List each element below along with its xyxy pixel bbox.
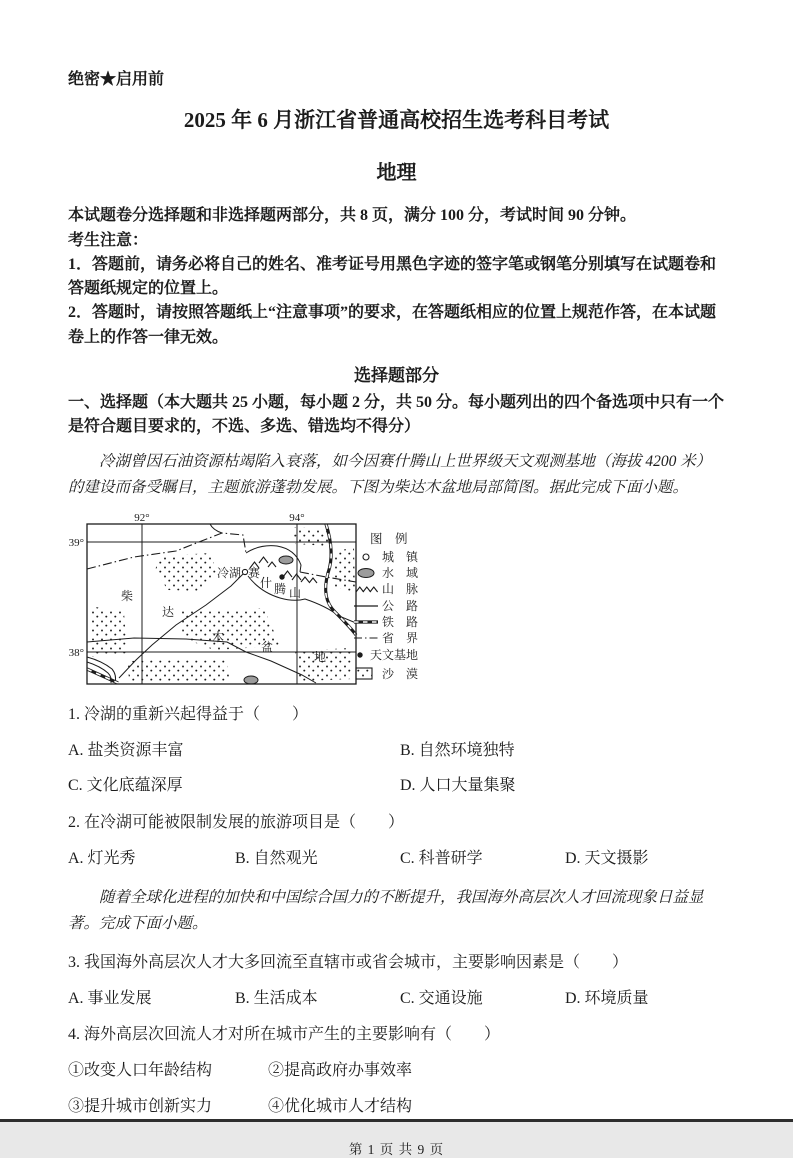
town-symbol-lenghu bbox=[242, 569, 247, 574]
legend-desert-label: 沙 漠 bbox=[382, 666, 419, 681]
legend-mountain-icon bbox=[356, 587, 378, 592]
legend-mountain-label: 山 脉 bbox=[382, 581, 419, 596]
legend-railway-label: 铁 路 bbox=[382, 614, 419, 629]
option-2b: B. 自然观光 bbox=[235, 849, 318, 867]
option-2c: C. 科普研学 bbox=[400, 849, 483, 867]
astro-base-symbol bbox=[279, 574, 284, 579]
notice-1: 1．答题前，请务必将自己的姓名、准考证号用黑色字迹的签字笔或钢笔分别填写在试题卷和答题纸规定的位置上。 bbox=[68, 255, 717, 298]
question-3-options-row bbox=[68, 989, 725, 1010]
legend-title: 图 例 bbox=[370, 531, 408, 546]
item-4-4: ④优化城市人才结构 bbox=[268, 1097, 413, 1115]
question-4-items-row-1 bbox=[68, 1061, 725, 1082]
lake-near-mountain bbox=[279, 556, 293, 564]
question-1-options-row-1 bbox=[68, 741, 725, 762]
lake-bottom bbox=[244, 676, 258, 684]
option-1b: B. 自然环境独特 bbox=[400, 741, 515, 759]
mountain-label-sai: 赛 bbox=[248, 565, 261, 580]
basin-label-di: 地 bbox=[314, 649, 327, 664]
passage-lenghu: 冷湖曾因石油资源枯竭陷入衰落，如今因赛什腾山上世界级天文观测基地（海拔 4200 米）的建设而备受瞩目，主题旅游蓬勃发展。下图为柴达木盆地局部简图。据此完成下面小题。 bbox=[68, 452, 712, 496]
exam-intro: 本试题卷分选择题和非选择题两部分，共 8 页，满分 100 分，考试时间 90 分钟。 bbox=[68, 207, 637, 225]
legend-road-label: 公 路 bbox=[382, 598, 419, 613]
legend-astro-base-icon bbox=[357, 652, 362, 657]
basin-label-mu: 木 bbox=[212, 629, 225, 644]
option-1c: C. 文化底蕴深厚 bbox=[68, 777, 183, 795]
notice-2: 2．答题时，请按照答题纸上“注意事项”的要求，在答题纸相应的位置上规范作答，在本试题卷上的作答一律无效。 bbox=[68, 304, 717, 346]
item-4-2: ②提高政府办事效率 bbox=[268, 1062, 413, 1080]
item-4-1: ①改变人口年龄结构 bbox=[68, 1062, 213, 1080]
question-2-options-row bbox=[68, 849, 725, 870]
mountain-label-shi: 什 bbox=[260, 575, 273, 590]
page-number: 第 1 页 共 9 页 bbox=[348, 1141, 445, 1157]
legend-border-label: 省 界 bbox=[382, 630, 419, 645]
legend-desert-icon bbox=[356, 668, 372, 679]
option-2a: A. 灯光秀 bbox=[68, 849, 136, 867]
lon-92-label: 92° bbox=[134, 511, 150, 524]
option-1d: D. 人口大量集聚 bbox=[400, 777, 516, 795]
question-1-stem: 1. 冷湖的重新兴起得益于（ ） bbox=[68, 705, 309, 723]
exam-instructions bbox=[68, 204, 725, 350]
town-label-lenghu: 冷湖 bbox=[216, 565, 241, 580]
question-1-options-row-2 bbox=[68, 776, 725, 797]
question-4-stem: 4. 海外高层次回流人才对所在城市产生的主要影响有（ ） bbox=[68, 1026, 501, 1044]
option-2d: D. 天文摄影 bbox=[565, 849, 649, 867]
legend-town-label: 城 镇 bbox=[382, 549, 419, 564]
lat-38-label: 38° bbox=[68, 646, 84, 659]
map-svg bbox=[64, 511, 489, 689]
subject-title: 地理 bbox=[376, 162, 417, 185]
section-part-title: 选择题部分 bbox=[354, 366, 439, 386]
legend-astro-base-label: 天文基地 bbox=[370, 647, 419, 662]
basin-label-chai: 柴 bbox=[121, 588, 134, 603]
passage-talent-return: 随着全球化进程的加快和中国综合国力的不断提升，我国海外高层次人才回流现象日益显著。完成下面小题。 bbox=[68, 888, 704, 932]
option-3c: C. 交通设施 bbox=[400, 989, 483, 1007]
legend-town-icon bbox=[363, 554, 369, 560]
lon-94-label: 94° bbox=[289, 511, 305, 524]
basin-label-pen: 盆 bbox=[261, 639, 274, 654]
question-2-stem: 2. 在冷湖可能被限制发展的旅游项目是（ ） bbox=[68, 814, 405, 832]
option-3b: B. 生活成本 bbox=[235, 989, 318, 1007]
qaidam-basin-map bbox=[64, 511, 489, 689]
question-4-items-row-2 bbox=[68, 1097, 725, 1118]
legend-water-label: 水 域 bbox=[382, 565, 419, 580]
option-3d: D. 环境质量 bbox=[565, 989, 649, 1007]
basin-label-da: 达 bbox=[162, 604, 175, 619]
lat-39-label: 39° bbox=[68, 536, 84, 549]
secrecy-label: 绝密★启用前 bbox=[68, 71, 165, 88]
mountain-label-teng: 腾 bbox=[274, 581, 287, 596]
option-1a: A. 盐类资源丰富 bbox=[68, 741, 184, 759]
question-3-stem: 3. 我国海外高层次人才大多回流至直辖市或省会城市，主要影响因素是（ ） bbox=[68, 953, 629, 971]
page-edge-line bbox=[0, 1119, 793, 1122]
option-3a: A. 事业发展 bbox=[68, 989, 152, 1007]
legend-water-icon bbox=[358, 568, 374, 577]
item-4-3: ③提升城市创新实力 bbox=[68, 1097, 213, 1115]
exam-title: 2025 年 6 月浙江省普通高校招生选考科目考试 bbox=[183, 108, 610, 133]
notice-heading: 考生注意： bbox=[68, 231, 149, 249]
section-1-rubric: 一、选择题（本大题共 25 小题，每小题 2 分，共 50 分。每小题列出的四个备选项中只有一个是符合题目要求的，不选、多选、错选均不得分） bbox=[68, 394, 725, 436]
mountain-label-shan: 山 bbox=[289, 585, 302, 600]
map-legend bbox=[354, 531, 419, 681]
